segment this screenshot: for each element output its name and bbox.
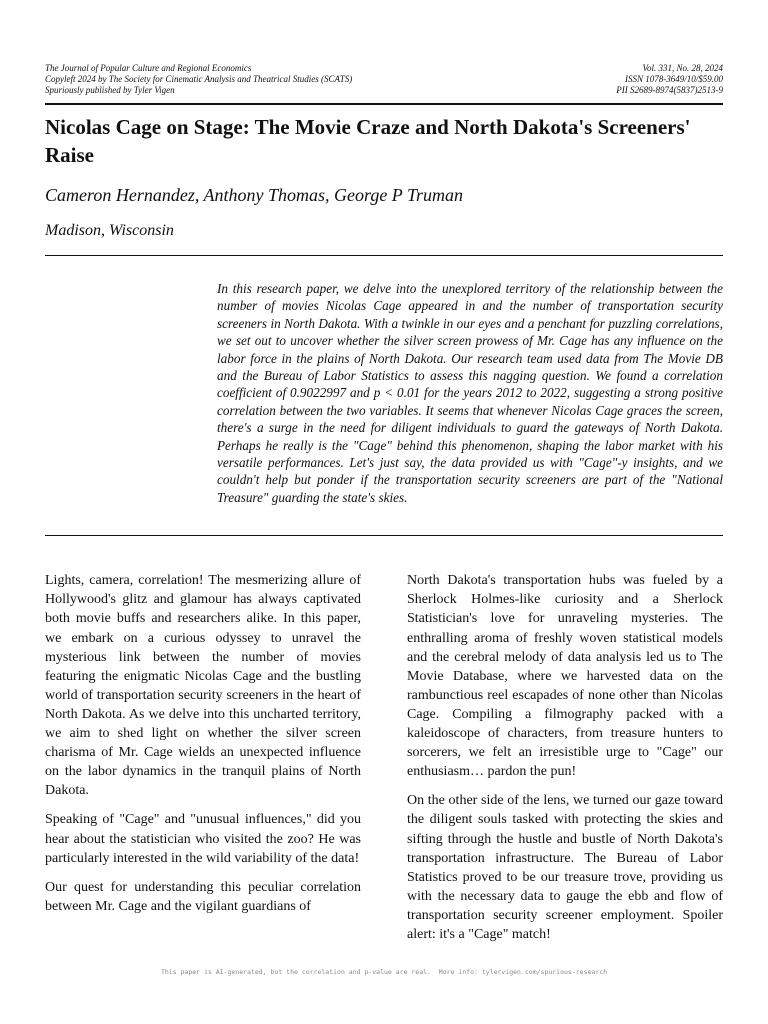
- left-column: [45, 571, 361, 954]
- header-divider: [45, 103, 723, 105]
- issue-info: [616, 63, 723, 96]
- author-location: Madison, Wisconsin: [45, 222, 174, 239]
- paragraph: Our quest for understanding this peculiar correlation between Mr. Cage and the vigilant guardians of: [45, 879, 361, 914]
- publisher-line: Spuriously published by Tyler Vigen: [45, 85, 175, 95]
- journal-header: [45, 63, 723, 96]
- journal-name: The Journal of Popular Culture and Regional Economics: [45, 63, 252, 73]
- ai-disclaimer-footer: This paper is AI-generated, but the correlation and p-value are real. More info: tylervigen.com/spurious-research: [160, 968, 608, 976]
- paragraph: On the other side of the lens, we turned our gaze toward the diligent souls tasked with protecting the skies and sifting through the hustle and bustle of North Dakota's transportation infrastructure. The Bureau of Labor Statistics proved to be our treasure trove, providing us with the necessary data to gauge the ebb and flow of transportation security screener employment. Spoiler alert: it's a "Cage" match!: [407, 793, 723, 942]
- paper-title: Nicolas Cage on Stage: The Movie Craze and North Dakota's Screeners' Raise: [45, 115, 691, 167]
- issn-line: ISSN 1078-3649/10/$59.00: [625, 74, 723, 84]
- abstract-divider-bottom: [45, 535, 723, 536]
- paper-page: [45, 63, 723, 954]
- author-list: Cameron Hernandez, Anthony Thomas, George P Truman: [45, 185, 463, 205]
- body-columns: [45, 571, 723, 954]
- paragraph: Lights, camera, correlation! The mesmerizing allure of Hollywood's glitz and glamour has always captivated both movie buffs and researchers alike. In this paper, we embark on a curious odyssey to unravel the mysterious link between the number of movies featuring the enigmatic Nicolas Cage and the bustling world of transportation security screeners in the heart of North Dakota. As we delve into this uncharted territory, we aim to shed light on whether the silver screen charisma of Mr. Cage wields an unexpected influence on the labor dynamics in the tranquil plains of North Dakota.: [45, 573, 361, 799]
- volume-line: Vol. 331, No. 28, 2024: [642, 63, 723, 73]
- copyleft-line: Copyleft 2024 by The Society for Cinematic Analysis and Theatrical Studies (SCATS): [45, 74, 353, 84]
- pii-line: PII S2689-8974(5837)2513-9: [616, 85, 723, 95]
- paragraph: North Dakota's transportation hubs was fueled by a Sherlock Holmes-like curiosity and a Sherlock Statistician's love for unraveling mysteries. The enthralling aroma of freshly woven statistical models and the cerebral melody of data analysis led us to The Movie Database, where we harvested data on the rambunctious reel escapades of none other than Nicolas Cage. Compiling a filmography packed with a kaleidoscope of characters, from treasure hunters to sorcerers, we felt an irresistible urge to "Cage" our enthusiasm… pardon the pun!: [407, 573, 723, 780]
- abstract-divider-top: [45, 255, 723, 256]
- paragraph: Speaking of "Cage" and "unusual influences," did you hear about the statistician who visited the zoo? He was particularly interested in the wild variability of the data!: [45, 812, 361, 866]
- abstract-text: In this research paper, we delve into the unexplored territory of the relationship between the number of movies Nicolas Cage appeared in and the number of transportation security screeners in North Dakota. With a twinkle in our eyes and a penchant for puzzling correlations, we set out to uncover whether the silver screen prowess of Mr. Cage has any influence on the labor force in the plains of North Dakota. Our research team used data from The Movie DB and the Bureau of Labor Statistics to assess this nagging question. We found a correlation coefficient of 0.9022997 and p < 0.01 for the years 2012 to 2022, suggesting a strong positive correlation between the two variables. It seems that whenever Nicolas Cage graces the screen, there's a surge in the need for diligent individuals to guard the gateways of North Dakota. Perhaps he really is the "Cage" behind this phenomenon, shaping the labor market with his versatile performances. Let's just say, the data provided us with "Cage"-y insights, and we couldn't help but ponder if the transportation security screeners are part of the "National Treasure" guarding the state's skies.: [217, 281, 723, 505]
- journal-info: [45, 63, 352, 96]
- right-column: [407, 571, 723, 954]
